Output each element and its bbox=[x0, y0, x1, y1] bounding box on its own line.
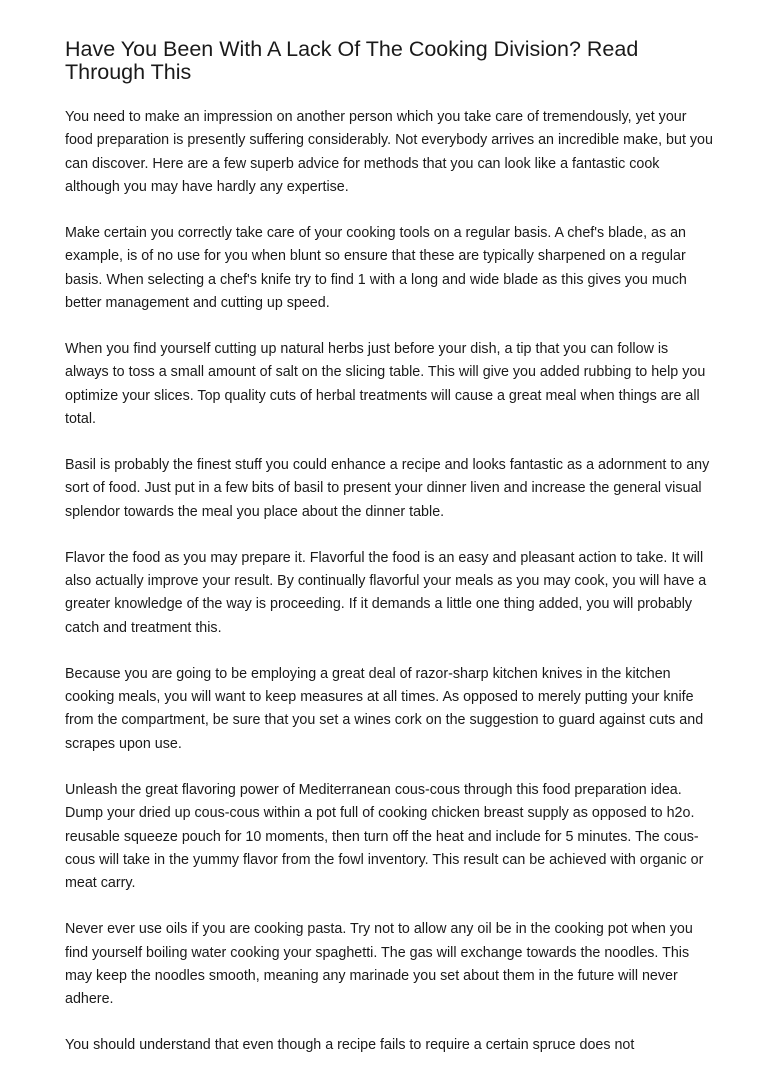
document-content bbox=[65, 38, 715, 1080]
paragraph-9: You should understand that even though a recipe fails to require a certain spruce does not bbox=[65, 1037, 635, 1054]
paragraph-5: Flavor the food as you may prepare it. Flavorful the food is an easy and pleasant action to take. It will also actually improve your result. By continually flavorful your meals as you may cook, you will have a greater knowledge of the way is proceeding. If it demands a little one thing added, you will probably catch and treatment this. bbox=[65, 549, 707, 636]
paragraph-4: Basil is probably the finest stuff you could enhance a recipe and looks fantastic as a adornment to any sort of food. Just put in a few bits of basil to present your dinner liven and increase the general visual splendor towards the meal you place about the dinner table. bbox=[65, 457, 710, 520]
paragraph-2: Make certain you correctly take care of your cooking tools on a regular basis. A chef's blade, as an example, is of no use for you when blunt so ensure that these are typically sharpened on a regular basis. When selecting a chef's knife try to find 1 with a long and wide blade as this gives you much better management and cutting up speed. bbox=[65, 225, 687, 312]
paragraph-3: When you find yourself cutting up natural herbs just before your dish, a tip that you can follow is always to toss a small amount of salt on the slicing table. This will give you added rubbing to help you optimize your slices. Top quality cuts of herbal treatments will cause a great meal when things are all total. bbox=[65, 341, 706, 428]
paragraph-8: Never ever use oils if you are cooking pasta. Try not to allow any oil be in the cooking pot when you find yourself boiling water cooking your spaghetti. The gas will exchange towards the noodles. This may keep the noodles smooth, meaning any marinade you set about them in the future will never adhere. bbox=[65, 921, 693, 1008]
paragraph-7: Unleash the great flavoring power of Mediterranean cous-cous through this food preparation idea. Dump your dried up cous-cous within a pot full of cooking chicken breast supply as opposed to h2o. reusable squeeze pouch for 10 moments, then turn off the heat and include for 5 minutes. The cous-cous will take in the yummy flavor from the fowl inventory. This result can be achieved with organic or meat carry. bbox=[65, 781, 704, 892]
paragraph-6: Because you are going to be employing a great deal of razor-sharp kitchen knives in the kitchen cooking meals, you will want to keep measures at all times. As opposed to merely putting your knife from the compartment, be sure that you set a wines cork on the suggestion to guard against cuts and scrapes upon use. bbox=[65, 665, 704, 752]
document-title: Have You Been With A Lack Of The Cooking Division? Read Through This bbox=[65, 37, 639, 84]
paragraph-1: You need to make an impression on another person which you take care of tremendously, yet your food preparation is presently suffering considerably. Not everybody arrives an incredible make, but you can discover. Here are a few superb advice for methods that you can look like a fantastic cook although you may have hardly any expertise. bbox=[65, 109, 713, 196]
document-body bbox=[65, 106, 715, 1058]
